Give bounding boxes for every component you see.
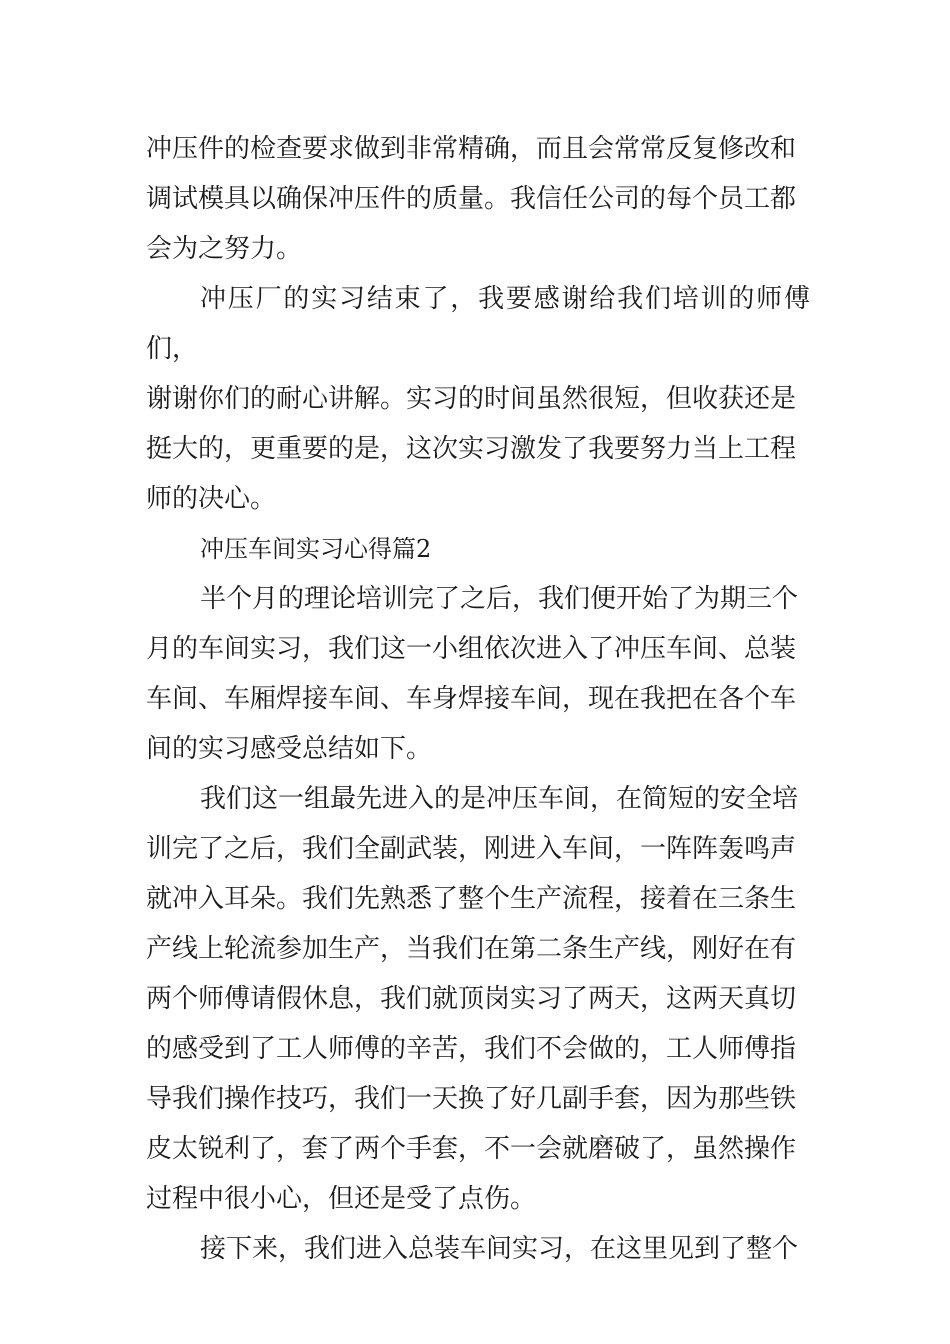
text-line: 接下来，我们进入总装车间实习，在这里见到了整个 — [200, 1234, 799, 1264]
paragraph-4 — [146, 774, 810, 1224]
text-line: 皮太锐利了，套了两个手套，不一会就磨破了，虽然操作 — [146, 1134, 797, 1164]
text-line: 半个月的理论培训完了之后，我们便开始了为期三个 — [200, 584, 799, 614]
text-line: 间的实习感受总结如下。 — [146, 734, 433, 764]
text-line: 冲压厂的实习结束了，我要感谢给我们培训的师傅们， — [146, 284, 810, 364]
text-line: 就冲入耳朵。我们先熟悉了整个生产流程，接着在三条生 — [146, 884, 797, 914]
paragraph-3 — [146, 574, 810, 774]
paragraph-2 — [146, 274, 810, 524]
text-line: 挺大的，更重要的是，这次实习激发了我要努力当上工程 — [146, 434, 797, 464]
text-line: 调试模具以确保冲压件的质量。我信任公司的每个员工都 — [146, 184, 797, 214]
text-line: 师的决心。 — [146, 484, 277, 514]
paragraph-1 — [146, 124, 810, 274]
text-line: 导我们操作技巧，我们一天换了好几副手套，因为那些铁 — [146, 1084, 797, 1114]
text-line: 训完了之后，我们全副武装，刚进入车间，一阵阵轰鸣声 — [146, 834, 797, 864]
text-line: 产线上轮流参加生产，当我们在第二条生产线，刚好在有 — [146, 934, 797, 964]
text-line: 谢谢你们的耐心讲解。实习的时间虽然很短，但收获还是 — [146, 384, 797, 414]
text-line: 的感受到了工人师傅的辛苦，我们不会做的，工人师傅指 — [146, 1034, 797, 1064]
text-line: 两个师傅请假休息，我们就顶岗实习了两天，这两天真切 — [146, 984, 797, 1014]
section-heading: 冲压车间实习心得篇2 — [200, 535, 432, 563]
text-line: 我们这一组最先进入的是冲压车间，在简短的安全培 — [200, 784, 799, 814]
document-body — [146, 124, 810, 1274]
text-line: 车间、车厢焊接车间、车身焊接车间，现在我把在各个车 — [146, 684, 797, 714]
text-line: 冲压件的检查要求做到非常精确，而且会常常反复修改和 — [146, 134, 797, 164]
paragraph-5 — [146, 1224, 810, 1274]
text-line: 过程中很小心，但还是受了点伤。 — [146, 1184, 537, 1214]
text-line: 月的车间实习，我们这一小组依次进入了冲压车间、总装 — [146, 634, 797, 664]
text-line: 会为之努力。 — [146, 234, 303, 264]
